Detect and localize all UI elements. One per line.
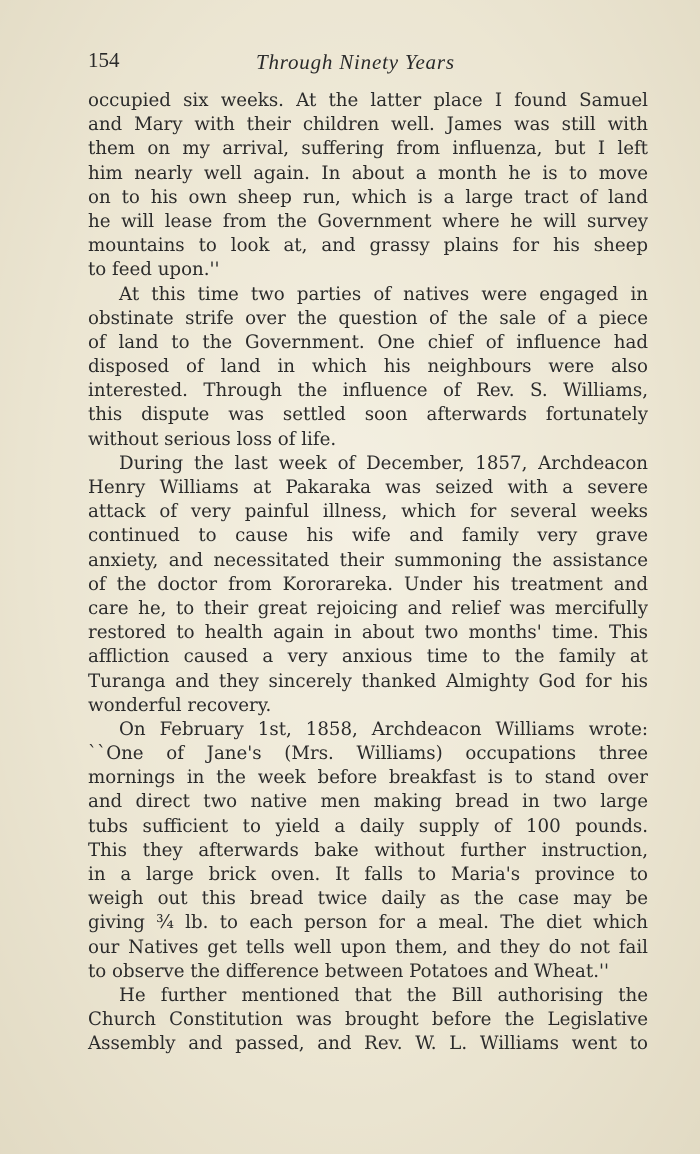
text-line: affliction caused a very anxious time to the family at (88, 646, 648, 668)
text-line: attack of very painful illness, which for several weeks (88, 501, 648, 523)
text-line: Henry Williams at Pakaraka was seized with a severe (88, 477, 648, 498)
text-line: tubs sufficient to yield a daily supply of 100 pounds. (88, 815, 648, 837)
text-line: in a large brick oven. It falls to Maria's province to (88, 864, 648, 885)
text-line: of land to the Government. One chief of influence had (88, 331, 648, 353)
running-title: Through Ninety Years (256, 50, 455, 74)
text-line: mountains to look at, and grassy plains for his sheep (88, 235, 648, 257)
text-line: mornings in the week before breakfast is to stand over (88, 767, 648, 789)
text-line: At this time two parties of natives were engaged in (119, 283, 648, 305)
paragraph (88, 984, 648, 1057)
text-line: occupied six weeks. At the latter place I found Samuel (88, 90, 648, 111)
text-line: Turanga and they sincerely thanked Almighty God for his (88, 670, 648, 692)
text-line: without serious loss of life. (88, 428, 337, 450)
text-line: During the last week of December, 1857, Archdeacon (119, 452, 648, 474)
text-line: and direct two native men making bread in two large (88, 791, 648, 813)
text-line: of the doctor from Kororareka. Under his treatment and (88, 573, 648, 595)
text-line: to feed upon.'' (88, 259, 220, 281)
text-line: obstinate strife over the question of the sale of a piece (88, 307, 648, 329)
text-line: him nearly well again. In about a month he is to move (88, 162, 648, 184)
text-line: disposed of land in which his neighbours were also (88, 356, 648, 378)
text-line: our Natives get tells well upon them, and they do not fail (88, 936, 648, 958)
text-line: them on my arrival, suffering from influenza, but I left (88, 138, 648, 160)
text-line: to observe the difference between Potatoes and Wheat.'' (88, 960, 609, 982)
text-line: Church Constitution was brought before the Legislative (88, 1009, 648, 1031)
text-line: care he, to their great rejoicing and relief was mercifully (88, 597, 648, 619)
text-line: Assembly and passed, and Rev. W. L. Williams went to (88, 1033, 648, 1055)
text-line: ``One of Jane's (Mrs. Williams) occupations three (88, 743, 648, 765)
text-line: wonderful recovery. (88, 694, 272, 716)
paragraph (88, 452, 648, 718)
page-number: 154 (88, 48, 120, 72)
text-line: He further mentioned that the Bill authorising the (119, 984, 648, 1006)
page-header (88, 48, 648, 78)
text-line: This they afterwards bake without further instruction, (88, 839, 648, 861)
paragraph (88, 718, 648, 984)
paragraph (88, 283, 648, 452)
text-line: continued to cause his wife and family very grave (88, 525, 648, 547)
text-line: this dispute was settled soon afterwards fortunately (88, 404, 648, 426)
text-line: he will lease from the Government where he will survey (88, 210, 648, 232)
text-line: and Mary with their children well. James was still with (88, 114, 648, 136)
text-line: on to his own sheep run, which is a large tract of land (88, 186, 648, 208)
body-text (88, 89, 648, 1057)
paragraph (88, 89, 648, 283)
text-line: On February 1st, 1858, Archdeacon Williams wrote: (119, 718, 648, 740)
text-line: interested. Through the influence of Rev. S. Williams, (88, 380, 648, 402)
text-line: anxiety, and necessitated their summoning the assistance (88, 549, 648, 571)
text-line: restored to health again in about two months' time. This (88, 622, 648, 644)
text-line: giving ¾ lb. to each person for a meal. The diet which (88, 912, 648, 934)
text-line: weigh out this bread twice daily as the case may be (88, 888, 648, 910)
